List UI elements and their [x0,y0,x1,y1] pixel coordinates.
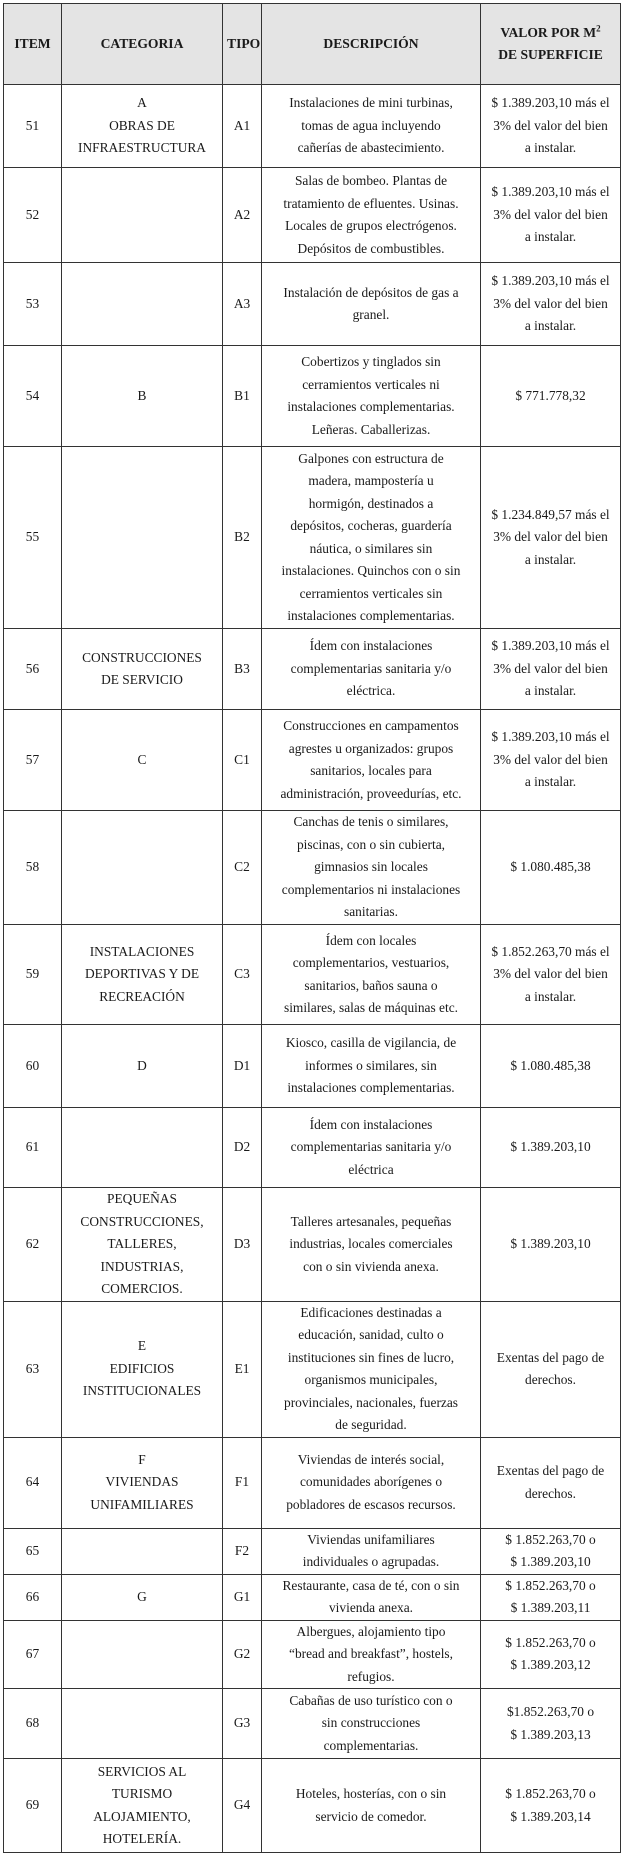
cell-item: 51 [4,85,62,168]
valor-line: a instalar. [524,140,577,156]
cell-item: 53 [4,263,62,346]
descripcion-line: Leñeras. Caballerizas. [311,421,431,437]
valor-line: a instalar. [524,551,577,567]
valor-line: 3% del valor del bien [493,660,608,676]
cell-descripcion [262,1620,481,1689]
table-row [4,1620,621,1689]
valor-line: $ 1.852.263,70 más el [491,943,610,959]
descripcion-line: depósitos, cocheras, guardería [290,518,452,533]
descripcion-line: vivienda anexa. [328,1600,414,1615]
descripcion-line: sanitarias. [344,904,398,920]
descripcion-line: educación, sanidad, culto o [298,1327,444,1342]
descripcion-line: Depósitos de combustibles. [297,240,445,256]
table-row [4,925,621,1025]
cell-item: 62 [4,1188,62,1302]
valor-line: $ 1.389.203,13 [510,1726,591,1742]
categoria-line: INSTALACIONES [89,943,195,959]
descripcion-line: Hoteles, hosterías, con o sin [295,1786,447,1801]
categoria-line: CONSTRUCCIONES, [80,1213,204,1229]
table-row [4,710,621,811]
cell-descripcion [262,447,481,629]
categoria-line: ALOJAMIENTO, [93,1808,191,1824]
descripcion-line: refugios. [347,1668,395,1684]
descripcion-line: Galpones con estructura de [298,450,444,466]
cell-valor [481,1188,621,1302]
cell-categoria [62,1574,223,1620]
categoria-line: INDUSTRIAS, [100,1258,184,1274]
cell-categoria [62,263,223,346]
descripcion-line: industrias, locales comerciales [289,1236,453,1251]
descripcion-line: Instalación de depósitos de gas a [283,284,459,300]
valor-line: $ 1.080.485,38 [510,1057,591,1073]
cell-valor [481,811,621,925]
descripcion-line: organismos municipales, [304,1372,438,1387]
descripcion-line: cerramientos verticales sin [299,585,443,601]
valor-line: 3% del valor del bien [493,295,608,311]
descripcion-line: comunidades aborígenes o [299,1474,443,1490]
cell-tipo: A1 [223,85,262,168]
categoria-line: A [137,95,147,111]
descripcion-line: informes o similares, sin [305,1057,437,1073]
categoria-line: INSTITUCIONALES [82,1383,202,1399]
valor-line: 3% del valor del bien [493,529,608,545]
cell-tipo: F1 [223,1437,262,1528]
cell-tipo: G2 [223,1620,262,1689]
cell-tipo: D2 [223,1108,262,1188]
cell-item: 63 [4,1301,62,1437]
descripcion-line: instalaciones complementarias. [287,1080,455,1096]
cell-tipo: G3 [223,1689,262,1759]
valor-line: $ 1.389.203,10 más el [491,95,610,111]
descripcion-line: agrestes u organizados: grupos [288,740,454,756]
valor-line: derechos. [525,1372,576,1387]
cell-descripcion [262,1025,481,1108]
cell-valor [481,1689,621,1759]
descripcion-line: cerramientos verticales ni [302,376,440,392]
cell-tipo: C1 [223,710,262,811]
cell-descripcion [262,263,481,346]
header-valor [481,4,621,85]
cell-categoria [62,85,223,168]
categoria-line: E [137,1338,147,1354]
valor-line: a instalar. [524,683,577,699]
cell-categoria [62,925,223,1025]
cell-descripcion [262,1301,481,1437]
table-row [4,1574,621,1620]
valor-line: $ 1.389.203,12 [510,1657,591,1673]
cell-item: 61 [4,1108,62,1188]
descripcion-line: administración, proveedurías, etc. [280,785,462,801]
descripcion-line: tomas de agua incluyendo [301,117,441,133]
cell-categoria [62,168,223,263]
cell-valor [481,1574,621,1620]
cell-descripcion [262,1108,481,1188]
cell-valor [481,1301,621,1437]
table-row [4,1759,621,1853]
cell-categoria [62,629,223,710]
descripcion-line: sin construcciones [321,1715,421,1731]
valor-line: $ 1.389.203,10 [510,1139,591,1155]
cell-tipo: C2 [223,811,262,925]
cell-categoria [62,1437,223,1528]
cell-tipo: E1 [223,1301,262,1437]
categoria-line: TALLERES, [107,1236,177,1251]
cell-valor [481,346,621,447]
header-tipo: TIPO [223,4,262,85]
descripcion-line: Salas de bombeo. Plantas de [294,173,448,188]
table-row [4,1437,621,1528]
cell-valor [481,1437,621,1528]
descripcion-line: complementarias sanitaria y/o [290,1139,452,1155]
descripcion-line: complementarios, vestuarios, [292,955,450,970]
header-valor-text: VALOR POR M [500,25,597,40]
cell-categoria [62,1301,223,1437]
valor-line: $ 1.389.203,10 [510,1554,591,1569]
descripcion-line: eléctrica. [346,683,396,699]
categoria-line: B [137,387,147,403]
cell-valor [481,629,621,710]
cell-tipo: B1 [223,346,262,447]
valor-line: a instalar. [524,774,577,790]
table-row [4,85,621,168]
cell-valor [481,710,621,811]
valor-line: a instalar. [524,988,577,1004]
cell-tipo: A2 [223,168,262,263]
cell-categoria [62,811,223,925]
cell-descripcion [262,811,481,925]
categoria-line: CONSTRUCCIONES [82,649,202,665]
descripcion-line: instituciones sin fines de lucro, [287,1349,455,1365]
cell-descripcion [262,1188,481,1302]
descripcion-line: eléctrica [348,1161,394,1177]
valor-line: $ 1.389.203,10 [510,1236,591,1251]
cell-item: 56 [4,629,62,710]
descripcion-line: Cobertizos y tinglados sin [301,354,441,369]
tariff-table [3,3,621,1853]
cell-categoria [62,1689,223,1759]
valor-line: $ 1.852.263,70 o [505,1577,596,1593]
valor-line: 3% del valor del bien [493,206,608,222]
cell-valor [481,447,621,629]
cell-categoria [62,447,223,629]
valor-line: $ 1.389.203,10 más el [491,638,610,654]
descripcion-line: servicio de comedor. [315,1808,427,1824]
cell-valor [481,925,621,1025]
valor-line: $ 1.389.203,10 más el [491,729,610,745]
categoria-line: C [137,751,147,767]
header-item: ITEM [4,4,62,85]
valor-line: $ 1.389.203,11 [510,1600,591,1615]
descripcion-line: Restaurante, casa de té, con o sin [282,1577,460,1593]
valor-line: $ 1.389.203,10 más el [491,184,610,200]
descripcion-line: gimnasios sin locales [314,859,428,875]
categoria-line: RECREACIÓN [99,988,185,1004]
categoria-line: F [138,1451,146,1467]
cell-item: 59 [4,925,62,1025]
descripcion-line: cañerías de abastecimiento. [297,140,445,156]
descripcion-line: hormigón, destinados a [308,495,434,511]
categoria-line: OBRAS DE [109,117,175,133]
cell-item: 64 [4,1437,62,1528]
valor-line: Exentas del pago de [496,1349,605,1365]
descripcion-line: provinciales, nacionales, fuerzas [284,1394,458,1410]
categoria-line: VIVIENDAS [105,1474,179,1490]
cell-descripcion [262,1689,481,1759]
valor-line: $1.852.263,70 o [506,1704,595,1719]
descripcion-line: instalaciones complementarias. [287,399,455,414]
cell-tipo: C3 [223,925,262,1025]
descripcion-line: Ídem con instalaciones [309,638,433,654]
cell-item: 52 [4,168,62,263]
cell-descripcion [262,168,481,263]
cell-descripcion [262,1437,481,1528]
table-row [4,168,621,263]
cell-descripcion [262,1574,481,1620]
valor-line: $ 771.778,32 [515,387,586,403]
categoria-line: HOTELERÍA. [102,1831,182,1846]
descripcion-line: Edificaciones destinadas a [300,1304,442,1320]
descripcion-line: sanitarios, baños sauna o [304,977,438,993]
cell-tipo: D3 [223,1188,262,1302]
cell-tipo: F2 [223,1528,262,1574]
table-row [4,1301,621,1437]
valor-line: 3% del valor del bien [493,117,608,133]
header-categoria: CATEGORIA [62,4,223,85]
table-row [4,811,621,925]
cell-categoria [62,1025,223,1108]
categoria-line: D [137,1057,147,1073]
cell-descripcion [262,629,481,710]
categoria-line: TURISMO [111,1786,173,1801]
valor-line: a instalar. [524,318,577,334]
descripcion-line: Viviendas de interés social, [297,1451,445,1467]
cell-descripcion [262,1528,481,1574]
cell-item: 54 [4,346,62,447]
cell-categoria [62,346,223,447]
table-row [4,1108,621,1188]
descripcion-line: “bread and breakfast”, hostels, [289,1646,453,1661]
table-row [4,263,621,346]
descripcion-line: Albergues, alojamiento tipo [296,1623,446,1639]
cell-item: 66 [4,1574,62,1620]
cell-item: 60 [4,1025,62,1108]
cell-tipo: B2 [223,447,262,629]
categoria-line: INFRAESTRUCTURA [78,140,206,156]
descripcion-line: Viviendas unifamiliares [307,1531,435,1547]
valor-line: $ 1.234.849,57 más el [491,506,610,522]
table-row [4,1689,621,1759]
cell-item: 58 [4,811,62,925]
table-row [4,346,621,447]
descripcion-line: complementarios ni instalaciones [281,881,461,897]
descripcion-line: Instalaciones de mini turbinas, [289,95,453,111]
cell-descripcion [262,1759,481,1853]
cell-descripcion [262,925,481,1025]
descripcion-line: pobladores de escasos recursos. [286,1496,456,1512]
descripcion-line: instalaciones. Quinchos con o sin [281,563,461,578]
descripcion-line: Construcciones en campamentos [283,718,459,733]
descripcion-line: Ídem con instalaciones [309,1116,433,1132]
header-valor-line1 [500,25,600,40]
descripcion-line: madera, mampostería u [308,473,434,488]
cell-valor [481,1759,621,1853]
descripcion-line: sanitarios, locales para [310,763,432,778]
cell-valor [481,263,621,346]
table-row [4,629,621,710]
cell-valor [481,1025,621,1108]
cell-item: 55 [4,447,62,629]
cell-categoria [62,1188,223,1302]
descripcion-line: Ídem con locales [325,932,417,948]
cell-tipo: G4 [223,1759,262,1853]
categoria-line: EDIFICIOS [109,1360,175,1376]
cell-descripcion [262,710,481,811]
cell-item: 65 [4,1528,62,1574]
header-valor-superscript: 2 [596,23,601,34]
descripcion-line: de seguridad. [335,1417,407,1432]
descripcion-line: complementarias. [323,1737,419,1753]
valor-line: $ 1.852.263,70 o [505,1634,596,1650]
header-descripcion: DESCRIPCIÓN [262,4,481,85]
table-row [4,1025,621,1108]
valor-line: $ 1.852.263,70 o [505,1531,596,1547]
descripcion-line: individuales o agrupadas. [302,1554,440,1569]
categoria-line: DEPORTIVAS Y DE [84,966,199,982]
descripcion-line: con o sin vivienda anexa. [303,1258,439,1274]
cell-item: 67 [4,1620,62,1689]
table-row [4,447,621,629]
valor-line: 3% del valor del bien [493,966,608,982]
valor-line: $ 1.852.263,70 o [505,1786,596,1801]
cell-valor [481,85,621,168]
table-body [4,85,621,1853]
cell-item: 68 [4,1689,62,1759]
cell-categoria [62,1620,223,1689]
descripcion-line: Locales de grupos electrógenos. [285,218,457,233]
categoria-line: UNIFAMILIARES [90,1496,194,1512]
descripcion-line: Talleres artesanales, pequeñas [290,1213,452,1229]
descripcion-line: similares, salas de máquinas etc. [283,1000,459,1015]
table-header-row [4,4,621,85]
categoria-line: DE SERVICIO [101,672,183,687]
cell-categoria [62,1108,223,1188]
valor-line: $ 1.080.485,38 [510,859,591,875]
descripcion-line: piscinas, con o sin cubierta, [296,836,445,852]
valor-line: $ 1.389.203,10 más el [491,273,610,289]
descripcion-line: tratamiento de efluentes. Usinas. [283,195,459,211]
cell-tipo: B3 [223,629,262,710]
cell-valor [481,1108,621,1188]
descripcion-line: granel. [352,307,390,322]
cell-categoria [62,1759,223,1853]
table-row [4,1188,621,1302]
descripcion-line: instalaciones complementarias. [287,608,455,623]
valor-line: Exentas del pago de [496,1463,605,1478]
cell-descripcion [262,85,481,168]
descripcion-line: náutica, o similares sin [309,540,433,556]
categoria-line: PEQUEÑAS [107,1191,177,1206]
cell-valor [481,168,621,263]
descripcion-line: Canchas de tenis o similares, [293,814,449,830]
cell-tipo: D1 [223,1025,262,1108]
categoria-line: G [137,1588,147,1604]
valor-line: a instalar. [524,229,577,245]
categoria-line: SERVICIOS AL [97,1763,187,1779]
descripcion-line: complementarias sanitaria y/o [290,660,452,676]
valor-line: $ 1.389.203,14 [510,1808,591,1824]
descripcion-line: Cabañas de uso turístico con o [289,1692,453,1708]
categoria-line: COMERCIOS. [101,1281,183,1296]
cell-item: 57 [4,710,62,811]
cell-valor [481,1528,621,1574]
cell-item: 69 [4,1759,62,1853]
cell-categoria [62,1528,223,1574]
valor-line: 3% del valor del bien [493,751,608,767]
cell-valor [481,1620,621,1689]
cell-categoria [62,710,223,811]
header-valor-line2: DE SUPERFICIE [498,47,603,62]
cell-tipo: A3 [223,263,262,346]
table-row [4,1528,621,1574]
descripcion-line: Kiosco, casilla de vigilancia, de [285,1035,457,1051]
cell-descripcion [262,346,481,447]
valor-line: derechos. [525,1485,576,1501]
cell-tipo: G1 [223,1574,262,1620]
